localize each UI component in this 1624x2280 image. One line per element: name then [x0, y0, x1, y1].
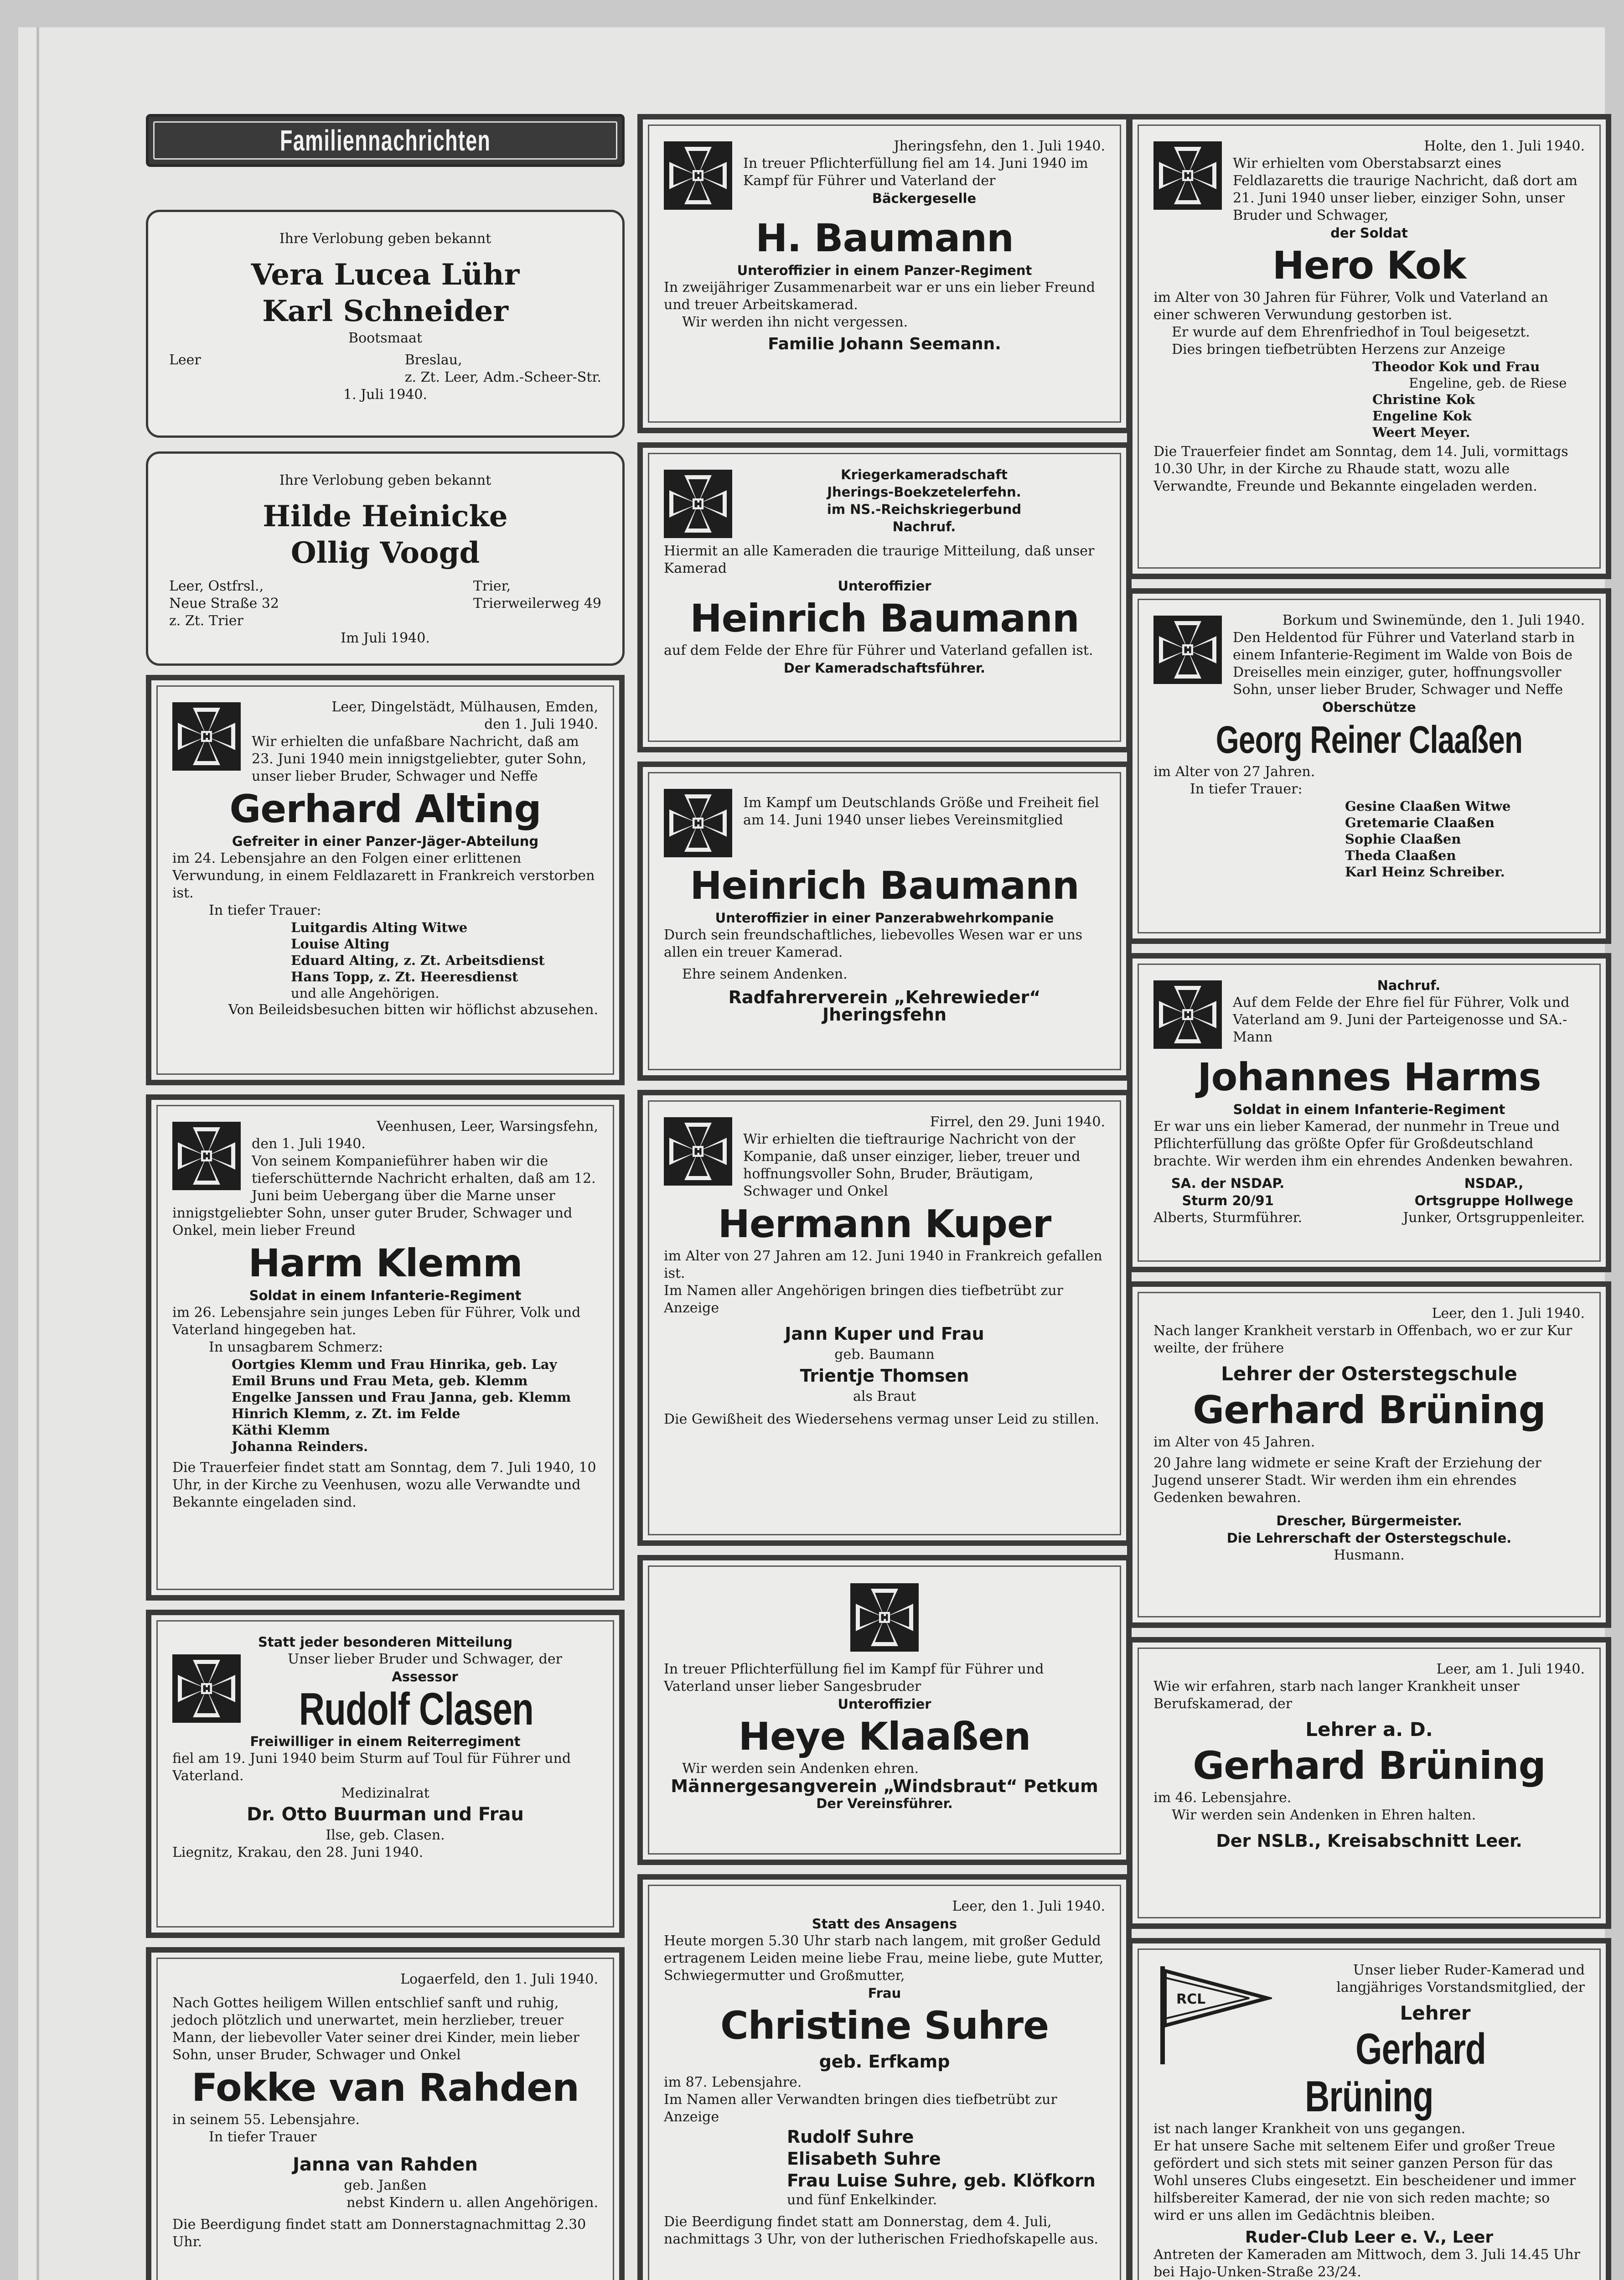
notice-text-3: Im Namen aller Angehörigen bringen dies tiefbetrübt zur Anzeige [664, 1283, 1064, 1316]
notice-text-2: fiel am 19. Juni 1940 beim Sturm auf Toul für Führer und Vaterland. [172, 1751, 571, 1784]
signature: Radfahrerverein „Kehrewieder“ Jheringsfehn [728, 987, 1041, 1025]
notice-text-2: im 46. Lebensjahre. [1153, 1790, 1292, 1806]
deceased-name: Harm Klemm [248, 1241, 522, 1285]
deceased-title: Unteroffizier [838, 578, 931, 594]
deceased-name: Gerhard Brüning [1193, 1388, 1546, 1432]
deceased-rank: Unteroffizier in einem Panzer-Regiment [737, 263, 1032, 278]
notice-text-3: Er wurde auf dem Ehrenfriedhof in Toul beigesetzt. [1172, 324, 1530, 340]
deceased-name: Johannes Harms [1197, 1055, 1541, 1099]
notice-text: Nach Gottes heiligem Willen entschlief sanft und ruhig, jedoch plötzlich und unerwartet, mein herzlieber, treuer Mann, der liebevoller Vater seiner drei Kinder, mein lieber Sohn, unser Bruder, Schwager und Onkel [172, 1995, 579, 2063]
mourner: Engelke Janssen und Frau Janna, geb. Klemm [232, 1389, 571, 1405]
obituary-rudolf-clasen [146, 1610, 625, 1938]
notice-intro: Ihre Verlobung geben bekannt [279, 472, 491, 488]
mourner: Oortgies Klemm und Frau Hinrika, geb. Lay [232, 1357, 557, 1372]
obituary-georg-reiner-claassen [1127, 588, 1611, 944]
iron-cross-icon [664, 470, 732, 538]
obituary-h-baumann [637, 114, 1132, 433]
notice-footer: Die Beerdigung findet statt am Donnerstagnachmittag 2.30 Uhr. [172, 2217, 586, 2250]
iron-cross-icon [172, 1122, 241, 1190]
engagement-notice-heinicke [146, 451, 625, 666]
mourner: Johanna Reinders. [232, 1439, 368, 1454]
notice-text-4: Dies bringen tiefbetrübten Herzens zur Anzeige [1172, 342, 1505, 358]
notice-place: Holte, den 1. Juli 1940. [1424, 138, 1585, 154]
mourning-line: In unsagbarem Schmerz: [209, 1339, 383, 1355]
notice-text-3: Im Namen aller Verwandten bringen dies tiefbetrübt zur Anzeige [664, 2092, 1057, 2125]
notice-date: den 1. Juli 1940. [252, 1136, 366, 1152]
obituary-christine-suhre [637, 1874, 1132, 2280]
deceased-title: Lehrer der Osterstegschule [1221, 1363, 1517, 1385]
deceased-rank: Freiwilliger in einem Reiterregiment [250, 1734, 521, 1749]
notice-footer: Die Trauerfeier findet statt am Sonntag, dem 7. Juli 1940, 10 Uhr, in der Kirche zu Veenhusen, wozu alle Verwandte und Bekannte eingeladen sind. [172, 1460, 596, 1510]
notice-date: 1. Juli 1940. [343, 387, 428, 403]
notice-text-2: ist nach langer Krankheit von uns gegangen. [1153, 2121, 1466, 2137]
notice-text: In treuer Pflichterfüllung fiel am 14. Juni 1940 im Kampf für Führer und Vaterland der [743, 155, 1088, 189]
place-right-2: Trierweilerweg 49 [473, 596, 601, 611]
bride-name: Hilde Heinicke [263, 499, 508, 534]
notice-head-2: Jherings-Boekzetelerfehn. [827, 484, 1021, 500]
deceased-title: Bäckergeselle [872, 191, 977, 206]
mourner: und alle Angehörigen. [291, 985, 440, 1001]
deceased-rank: Soldat in einem Infanterie-Regiment [249, 1288, 522, 1303]
notice-text: Nach langer Krankheit verstarb in Offenbach, wo er zur Kur weilte, der frühere [1153, 1323, 1572, 1356]
obituary-gerhard-bruening-nslb [1127, 1637, 1611, 1929]
mourning-line: In tiefer Trauer: [209, 902, 321, 918]
notice-text-2: Wir werden sein Andenken ehren. [682, 1761, 919, 1777]
obituary-gerhard-bruening-school [1127, 1281, 1611, 1628]
place-right-1: Breslau, [404, 352, 462, 368]
signature-right-3: Junker, Ortsgruppenleiter. [1403, 1210, 1585, 1226]
iron-cross-icon [172, 702, 241, 771]
signature-2: Die Lehrerschaft der Osterstegschule. [1226, 1530, 1512, 1546]
deceased-name: Hero Kok [1272, 243, 1466, 288]
obituary-johannes-harms [1127, 953, 1611, 1272]
place-left-3: z. Zt. Trier [169, 613, 243, 629]
notice-footer: Die Beerdigung findet statt am Donnerstag, dem 4. Juli, nachmittags 3 Uhr, von der lutherischen Friedhofskapelle aus. [664, 2214, 1098, 2247]
deceased-title: Lehrer [1400, 2002, 1471, 2024]
signature-right-1: NSDAP., [1464, 1176, 1524, 1191]
place-left-1: Leer, Ostfrsl., [169, 578, 264, 594]
notice-date: Im Juli 1940. [341, 630, 430, 646]
notice-head-1: Kriegerkameradschaft [841, 467, 1008, 482]
mourner: Eduard Alting, z. Zt. Arbeitsdienst [291, 953, 545, 968]
mourner: Luitgardis Alting Witwe [291, 920, 468, 935]
signature-2: geb. Baumann [834, 1347, 935, 1363]
notice-text: Unser lieber Bruder und Schwager, der [288, 1651, 562, 1667]
signature: Familie Johann Seemann. [768, 335, 1001, 353]
groom-rank: Bootsmaat [348, 330, 422, 346]
notice-date: den 1. Juli 1940. [484, 716, 598, 732]
notice-head-4: Nachruf. [892, 519, 956, 534]
deceased-name: H. Baumann [755, 216, 1014, 260]
mourner: Engeline Kok [1372, 408, 1472, 424]
signature-right-2: Ortsgruppe Hollwege [1414, 1193, 1573, 1208]
signature: Der NSLB., Kreisabschnitt Leer. [1216, 1831, 1522, 1851]
deceased-name: Georg Reiner Claaßen [1215, 718, 1523, 761]
notice-text: Unser lieber Ruder-Kamerad und langjähriges Vorstandsmitglied, der [1336, 1962, 1585, 1995]
notice-footer: Antreten der Kameraden am Mittwoch, dem 3. Juli 14.45 Uhr bei Hajo-Unken-Straße 23/24. [1153, 2247, 1580, 2280]
notice-footer: Liegnitz, Krakau, den 28. Juni 1940. [172, 1845, 424, 1860]
notice-text-2: Durch sein freundschaftliches, liebevolles Wesen war er uns allen ein treuer Kamerad. [664, 927, 1083, 960]
signature-1: Drescher, Bürgermeister. [1276, 1513, 1462, 1529]
iron-cross-icon [664, 1117, 732, 1186]
signature-3: nebst Kindern u. allen Angehörigen. [347, 2195, 598, 2211]
signature: Ruder-Club Leer e. V., Leer [1245, 2228, 1494, 2247]
signature-2: geb. Janßen [344, 2177, 427, 2193]
deceased-name: Heinrich Baumann [690, 863, 1079, 908]
deceased-rank: Unteroffizier in einer Panzerabwehrkompanie [715, 910, 1054, 926]
mourner: Louise Alting [291, 936, 389, 952]
obituary-heinrich-baumann-krieger [637, 442, 1132, 752]
place-right-1: Trier, [473, 578, 511, 594]
obituary-harm-klemm [146, 1094, 625, 1601]
deceased-name: Fokke van Rahden [191, 2065, 579, 2110]
pennant-label: RCL [1176, 1991, 1206, 2007]
place-left: Leer [169, 352, 201, 368]
notice-place: Leer, Dingelstädt, Mülhausen, Emden, [331, 699, 598, 715]
obituary-hero-kok [1127, 114, 1611, 579]
notice-place: Logaerfeld, den 1. Juli 1940. [400, 1971, 598, 1987]
notice-text-2: im Alter von 27 Jahren. [1153, 764, 1315, 780]
notice-place: Borkum und Swinemünde, den 1. Juli 1940. [1282, 612, 1585, 628]
notice-text-3: Ehre seinem Andenken. [682, 966, 848, 982]
notice-place: Leer, am 1. Juli 1940. [1436, 1661, 1585, 1677]
section-header [146, 114, 625, 167]
mourner: Hinrich Klemm, z. Zt. im Felde [232, 1406, 460, 1421]
mourner: Gesine Claaßen Witwe [1345, 798, 1511, 814]
mourning-line: In tiefer Trauer: [1190, 781, 1303, 797]
deceased-title: Unteroffizier [838, 1696, 931, 1712]
obituary-gerhard-alting [146, 675, 625, 1085]
iron-cross-icon [1153, 141, 1222, 210]
mourner: Theodor Kok und Frau [1372, 359, 1540, 374]
deceased-title: Assessor [392, 1669, 458, 1684]
notice-text: Wir erhielten vom Oberstabsarzt eines Feldlazaretts die traurige Nachricht, daß dort am 21. Juni 1940 unser lieber, einziger Sohn, unser Bruder und Schwager, [1233, 155, 1577, 223]
section-title: Familiennachrichten [279, 124, 491, 157]
iron-cross-icon [850, 1583, 919, 1652]
signature-3: Trientje Thomsen [800, 1366, 969, 1386]
place-left-2: Neue Straße 32 [169, 596, 279, 611]
notice-place: Firrel, den 29. Juni 1940. [930, 1114, 1105, 1130]
deceased-title: Frau [868, 1985, 901, 2001]
notice-text-2: im Alter von 27 Jahren am 12. Juni 1940 in Frankreich gefallen ist. [664, 1248, 1102, 1281]
deceased-name: Gerhard Brüning [1193, 1743, 1546, 1788]
signature-1: Rudolf Suhre [787, 2127, 914, 2147]
deceased-name: Heye Klaaßen [738, 1714, 1031, 1759]
iron-cross-icon [664, 141, 732, 210]
notice-text: Wie wir erfahren, starb nach langer Krankheit unser Berufskamerad, der [1153, 1679, 1520, 1712]
notice-footer: Die Trauerfeier findet am Sonntag, dem 14. Juli, vormittags 10.30 Uhr, in der Kirche zu Rhaude statt, wozu alle Verwandte, Freunde und Bekannte eingeladen werden. [1153, 444, 1568, 494]
signature-2: Elisabeth Suhre [787, 2149, 941, 2169]
signature: Der Kameradschaftsführer. [783, 660, 986, 676]
notice-head: Statt jeder besonderen Mitteilung [258, 1634, 513, 1650]
deceased-rank: Soldat in einem Infanterie-Regiment [1233, 1102, 1505, 1117]
mourner: Weert Meyer. [1372, 425, 1470, 440]
notice-text-2: In zweijähriger Zusammenarbeit war er uns ein lieber Freund und treuer Arbeitskamerad. [664, 280, 1095, 313]
notice-head: Statt des Ansagens [812, 1916, 957, 1932]
obituary-fokke-van-rahden [146, 1947, 625, 2280]
mourner: Karl Heinz Schreiber. [1345, 864, 1505, 880]
obituary-gerhard-bruening-ruderclub [1127, 1938, 1611, 2280]
notice-place: Leer, den 1. Juli 1940. [952, 1898, 1105, 1914]
signature-1: Medizinalrat [341, 1785, 429, 1801]
notice-intro: Ihre Verlobung geben bekannt [279, 231, 491, 247]
deceased-name: Gerhard Alting [229, 787, 541, 831]
notice-text-3: 20 Jahre lang widmete er seine Kraft der Erziehung der Jugend unserer Stadt. Wir werden ihm ein ehrendes Gedenken bewahren. [1153, 1455, 1541, 1506]
signature-4: als Braut [853, 1389, 916, 1404]
notice-text-2: im 87. Lebensjahre. [664, 2074, 802, 2090]
signature-1: Jann Kuper und Frau [785, 1324, 984, 1344]
groom-name: Karl Schneider [262, 294, 508, 328]
signature-2: Der Vereinsführer. [816, 1796, 953, 1811]
notice-text: Heute morgen 5.30 Uhr starb nach langem, mit großer Geduld ertragenem Leiden meine liebe Frau, meine liebe, gute Mutter, Schwiegermutter und Großmutter, [664, 1933, 1104, 1984]
mourner: Theda Claaßen [1345, 848, 1456, 863]
notice-text: Den Heldentod für Führer und Vaterland starb in einem Infanterie-Regiment im Walde von Bois de Dreiselles mein einziger, guter, hoffnungsvoller Sohn, unser lieber Bruder, Schwager und Neffe [1233, 630, 1575, 698]
notice-text-2: im Alter von 45 Jahren. [1153, 1434, 1315, 1450]
deceased-name: Gerhard Brüning [1305, 2025, 1486, 2121]
bride-name: Vera Lucea Lühr [251, 258, 520, 292]
mourner: Christine Kok [1372, 392, 1475, 407]
mourning-line: In tiefer Trauer [209, 2129, 317, 2145]
signature-3: Ilse, geb. Clasen. [326, 1827, 445, 1843]
signature-3: Frau Luise Suhre, geb. Klöfkorn [787, 2171, 1096, 2191]
engagement-notice-luehr [146, 210, 625, 438]
notice-text: Wir erhielten die unfaßbare Nachricht, daß am 23. Juni 1940 mein innigstgeliebter, guter Sohn, unser lieber Bruder, Schwager und Neffe [252, 734, 587, 784]
notice-footer: Von Beileidsbesuchen bitten wir höflichst abzusehen. [228, 1002, 598, 1018]
notice-text-3: Wir werden sein Andenken in Ehren halten. [1172, 1807, 1476, 1823]
notice-text: Von seinem Kompanieführer haben wir die tieferschütternde Nachricht erhalten, daß am 12. Juni beim Uebergang über die Marne unser innigstgeliebter Sohn, unser guter Bruder, Schwager und Onkel, mein lieber Freund [172, 1153, 596, 1238]
obituary-heye-klaassen [637, 1555, 1132, 1865]
notice-text-2: Er war uns ein lieber Kamerad, der nunmehr in Treue und Pflichterfüllung das größte Opfer für Großdeutschland brachte. Wir werden ihm ein ehrendes Andenken bewahren. [1153, 1119, 1573, 1169]
mourner: Sophie Claaßen [1345, 831, 1461, 847]
notice-footer: Die Gewißheit des Wiedersehens vermag unser Leid zu stillen. [664, 1411, 1099, 1427]
iron-cross-icon [1153, 616, 1222, 684]
signature-1: Janna van Rahden [293, 2154, 478, 2175]
notice-text-2: in seinem 55. Lebensjahre. [172, 2112, 360, 2128]
notice-text-3: Wir werden ihn nicht vergessen. [682, 314, 908, 330]
deceased-name: Rudolf Clasen [299, 1684, 533, 1735]
signature-3: Husmann. [1334, 1547, 1405, 1563]
notice-place: Veenhusen, Leer, Warsingsfehn, [377, 1119, 598, 1135]
obituary-hermann-kuper [637, 1090, 1132, 1546]
deceased-title: Oberschütze [1322, 700, 1416, 715]
notice-place: Jheringsfehn, den 1. Juli 1940. [894, 138, 1105, 154]
notice-head-3: im NS.-Reichskriegerbund [827, 502, 1022, 517]
deceased-name: Hermann Kuper [718, 1202, 1051, 1246]
mourner: Gretemarie Claaßen [1345, 815, 1495, 830]
signature-left-1: SA. der NSDAP. [1171, 1176, 1285, 1191]
deceased-title: der Soldat [1330, 225, 1408, 241]
notice-text-2: auf dem Felde der Ehre für Führer und Vaterland gefallen ist. [664, 643, 1093, 658]
notice-head: Nachruf. [1377, 978, 1441, 993]
deceased-name: Heinrich Baumann [690, 596, 1079, 641]
deceased-title: Lehrer a. D. [1305, 1718, 1433, 1741]
mourner: Käthi Klemm [232, 1422, 330, 1438]
notice-text-2: im 24. Lebensjahre an den Folgen einer erlittenen Verwundung, in einem Feldlazarett in Frankreich verstorben ist. [172, 850, 595, 901]
deceased-name: Christine Suhre [720, 2003, 1049, 2048]
notice-text-3: Er hat unsere Sache mit seltenem Eifer und großer Treue gefördert und sich stets mit seiner ganzen Person für das Wohl unseres Clubs eingesetzt. Ein bescheidener und immer hilfsbereiter Kamerad, der nie von sich reden machte; so wird er uns allen im Gedächtnis bleiben. [1153, 2138, 1576, 2223]
signature-4: und fünf Enkelkinder. [787, 2192, 937, 2208]
newspaper-page [18, 27, 1605, 2280]
deceased-rank: Gefreiter in einer Panzer-Jäger-Abteilung [232, 834, 539, 849]
groom-name: Ollig Voogd [290, 536, 480, 570]
notice-text: Wir erhielten die tieftraurige Nachricht von der Kompanie, daß unser einziger, lieber, treuer und hoffnungsvoller Sohn, Bruder, Bräutigam, Schwager und Onkel [743, 1131, 1081, 1199]
notice-text: In treuer Pflichterfüllung fiel im Kampf für Führer und Vaterland unser lieber Sangesbruder [664, 1661, 1044, 1694]
mourner: Hans Topp, z. Zt. Heeresdienst [291, 969, 518, 985]
iron-cross-icon [664, 789, 732, 857]
notice-text: Im Kampf um Deutschlands Größe und Freiheit fiel am 14. Juni 1940 unser liebes Vereinsmitglied [743, 795, 1099, 828]
mourner: Engeline, geb. de Riese [1409, 375, 1567, 391]
place-right-2: z. Zt. Leer, Adm.-Scheer-Str. [404, 369, 601, 385]
iron-cross-icon [1153, 980, 1222, 1049]
notice-text-2: im 26. Lebensjahre sein junges Leben für Führer, Volk und Vaterland hingegeben hat. [172, 1305, 581, 1338]
obituary-heinrich-baumann-radfahrer [637, 762, 1132, 1081]
signature-1: Männergesangverein „Windsbraut“ Petkum [671, 1776, 1098, 1796]
notice-text: Hiermit an alle Kameraden die traurige Mitteilung, daß unser Kamerad [664, 543, 1095, 576]
mourner: Emil Bruns und Frau Meta, geb. Klemm [232, 1373, 528, 1389]
signature-left-2: Sturm 20/91 [1182, 1193, 1274, 1208]
deceased-maiden-name: geb. Erfkamp [819, 2052, 950, 2072]
notice-text: Auf dem Felde der Ehre fiel für Führer, Volk und Vaterland am 9. Juni der Parteigenosse und SA.-Mann [1233, 995, 1570, 1045]
signature-2: Dr. Otto Buurman und Frau [247, 1804, 524, 1825]
notice-place: Leer, den 1. Juli 1940. [1432, 1306, 1585, 1321]
notice-text-2: im Alter von 30 Jahren für Führer, Volk und Vaterland an einer schweren Verwundung gestorben ist. [1153, 290, 1548, 323]
signature-left-3: Alberts, Sturmführer. [1153, 1210, 1303, 1226]
